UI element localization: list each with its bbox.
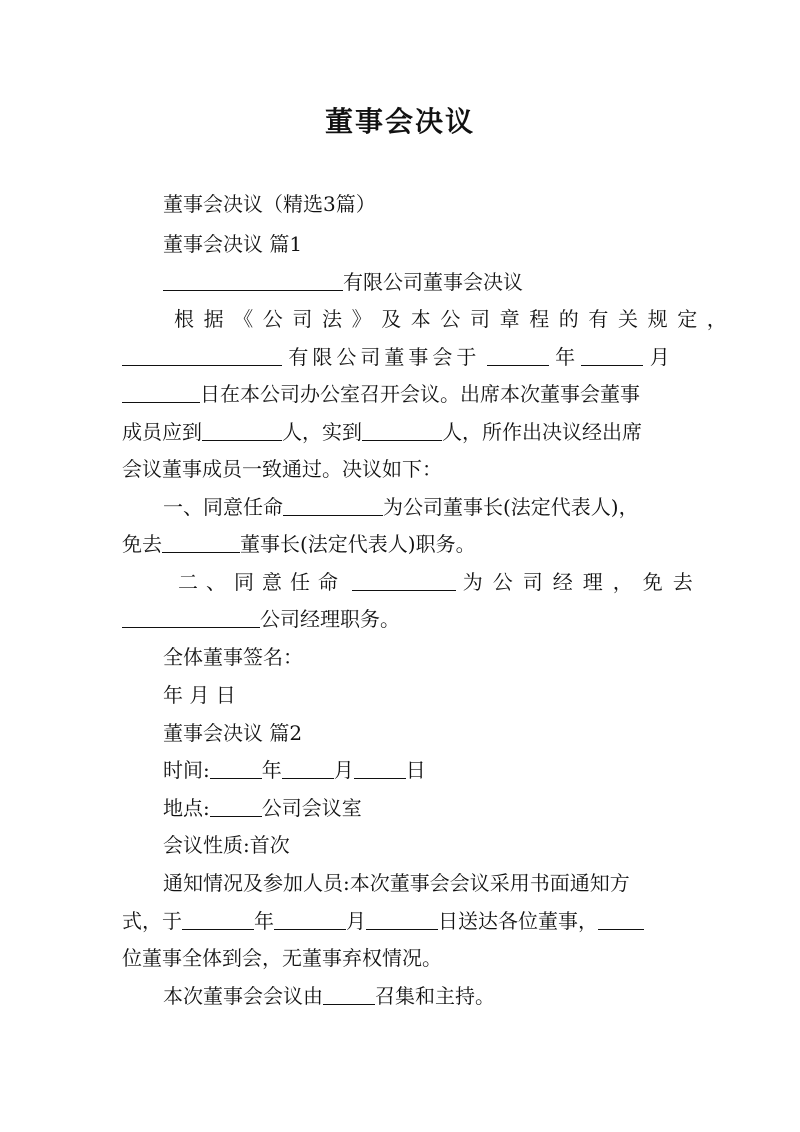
signature-line: 全体董事签名： [163, 645, 303, 669]
item1-role: 为公司董事长(法定代表人)， [383, 495, 639, 519]
former-manager-blank [122, 605, 260, 628]
notice-delivery-text: 日送达各位董事， [438, 909, 598, 933]
time-month-label: 月 [333, 758, 354, 782]
month-blank [581, 343, 643, 366]
year-label: 年 [555, 345, 576, 369]
expected-count-blank [202, 418, 282, 441]
time-year-label: 年 [261, 758, 282, 782]
company-name-blank [163, 268, 343, 291]
attended-count-blank [362, 418, 442, 441]
paragraph1-line3 [122, 380, 682, 408]
manager-blank [352, 568, 456, 591]
notice-year-blank [182, 907, 254, 930]
paragraph1-line4 [122, 418, 682, 446]
company-suffix: 有限公司董事会决议 [343, 270, 523, 294]
paragraph1-line1-text [174, 305, 737, 333]
remove-label: 免去 [122, 532, 162, 556]
document-title: 董事会决议 [324, 105, 475, 138]
notice-month-label: 月 [346, 909, 366, 933]
host-suffix: 召集和主持。 [375, 984, 495, 1008]
time-label: 时间: [163, 758, 210, 782]
item1-duty: 董事长(法定代表人)职务。 [240, 532, 476, 556]
paragraph1-line1-content: 根据《公司法》及本公司章程的有关规定， [174, 307, 737, 331]
notice-day-blank [366, 907, 438, 930]
paragraph1-line2 [122, 343, 682, 371]
part1-heading: 董事会决议 篇1 [163, 232, 303, 256]
item2-label: 二、同意任命 [178, 570, 346, 594]
place-blank [210, 794, 262, 817]
time-month-blank [282, 756, 334, 779]
item2-line2 [122, 605, 682, 633]
chairman-blank [283, 493, 383, 516]
time-line [163, 756, 723, 784]
document-subtitle: 董事会决议（精选3篇） [163, 192, 376, 216]
company-blank [122, 343, 282, 366]
time-day-label: 日 [405, 758, 426, 782]
notice-date-label: 式，于 [122, 909, 182, 933]
board-meeting-text: 有限公司董事会于 [288, 345, 481, 369]
meeting-place-text: 日在本公司办公室召开会议。出席本次董事会董事 [200, 382, 640, 406]
item1-label: 一、同意任命 [163, 495, 283, 519]
paragraph1-line1 [174, 305, 737, 333]
item1-line1 [163, 493, 682, 521]
time-day-blank [354, 756, 406, 779]
place-label: 地点: [163, 796, 210, 820]
nature-line: 会议性质:首次 [163, 833, 290, 857]
item2-line1 [178, 568, 703, 596]
place-value: 公司会议室 [261, 796, 362, 820]
former-chairman-blank [162, 530, 240, 553]
item2-role: 为公司经理，免去 [462, 570, 703, 594]
expected-label: 成员应到 [122, 420, 202, 444]
notice-line1: 通知情况及参加人员:本次董事会会议采用书面通知方 [163, 871, 630, 895]
notice-year-label: 年 [254, 909, 274, 933]
paragraph1-line5: 会议董事成员一致通过。决议如下： [122, 457, 442, 481]
date-line: 年 月 日 [163, 683, 236, 707]
item2-duty: 公司经理职务。 [260, 607, 400, 631]
notice-line2 [122, 907, 682, 935]
company-resolution-line [163, 268, 723, 296]
month-label: 月 [649, 345, 670, 369]
resolution-text: 人，所作出决议经出席 [442, 420, 642, 444]
host-line [163, 982, 723, 1010]
part2-heading: 董事会决议 篇2 [163, 721, 303, 745]
attended-label: 人，实到 [282, 420, 362, 444]
host-label: 本次董事会会议由 [163, 984, 323, 1008]
year-blank [487, 343, 549, 366]
item1-line2 [122, 530, 682, 558]
notice-month-blank [274, 907, 346, 930]
host-blank [323, 982, 375, 1005]
notice-line3: 位董事全体到会，无董事弃权情况。 [122, 946, 442, 970]
place-line [163, 794, 723, 822]
director-count-blank [598, 907, 644, 930]
day-blank [122, 380, 200, 403]
time-year-blank [210, 756, 262, 779]
